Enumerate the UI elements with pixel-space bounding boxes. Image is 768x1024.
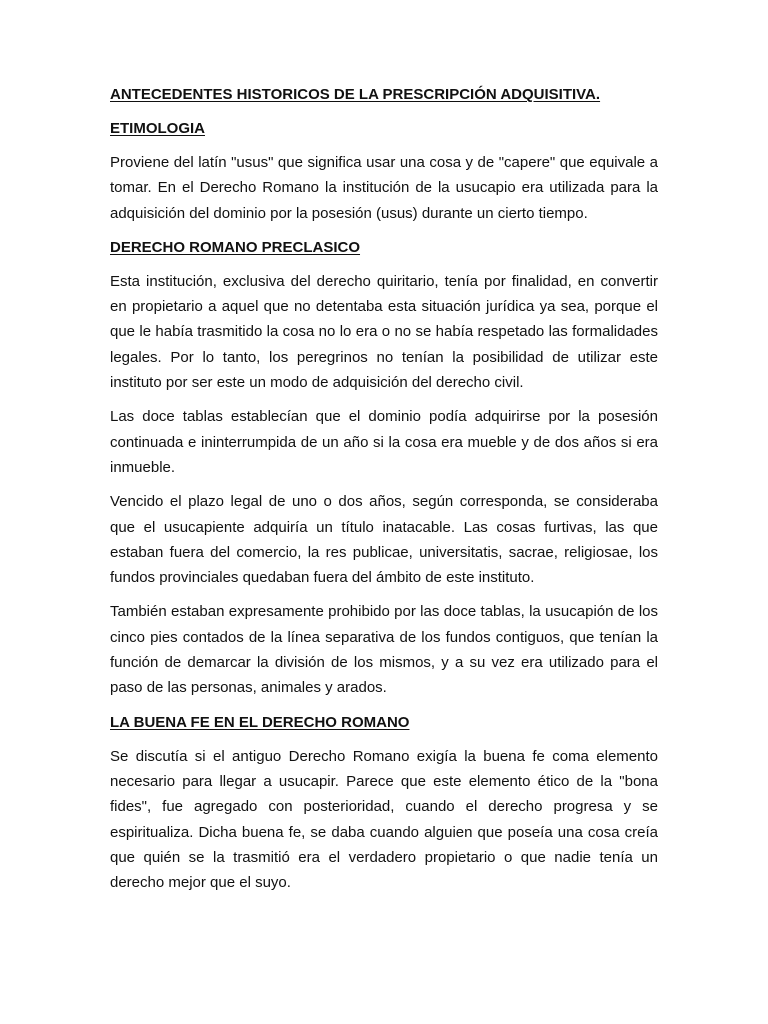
- section-heading-buena-fe: LA BUENA FE EN EL DERECHO ROMANO: [110, 713, 410, 731]
- section-heading-derecho-romano-preclasico: DERECHO ROMANO PRECLASICO: [110, 238, 361, 256]
- paragraph: Proviene del latín "usus" que significa usar una cosa y de "capere" que equivale a tomar. En el Derecho Romano la institución de la usucapio era utilizada para la adquisición del dominio por la posesión (usus) durante un cierto tiempo.: [110, 154, 658, 222]
- document-title: ANTECEDENTES HISTORICOS DE LA PRESCRIPCIÓN ADQUISITIVA.: [110, 86, 601, 103]
- paragraph: Se discutía si el antiguo Derecho Romano exigía la buena fe coma elemento necesario para llegar a usucapir. Parece que este elemento ético de la "bona fides", fue agregado con posterioridad, cuando el derecho progresa y se espiritualiza. Dicha buena fe, se daba cuando alguien que poseía una cosa creía que quién se la trasmitió era el verdadero propietario o que nadie tenía un derecho mejor que el suyo.: [110, 747, 658, 892]
- document-body: [110, 82, 658, 904]
- paragraph: Esta institución, exclusiva del derecho quiritario, tenía por finalidad, en convertir en propietario a aquel que no detentaba esta situación jurídica ya sea, porque el que le había trasmitido la cosa no lo era o no se había respetado las formalidades legales. Por lo tanto, los peregrinos no tenían la posibilidad de utilizar este instituto por ser este un modo de adquisición del derecho civil.: [110, 272, 658, 392]
- section-heading-etimologia: ETIMOLOGIA: [110, 120, 205, 137]
- paragraph: También estaban expresamente prohibido por las doce tablas, la usucapión de los cinco pies contados de la línea separativa de los fundos contiguos, que tenían la función de demarcar la división de los mismos, y a su vez era utilizado para el paso de las personas, animales y arados.: [110, 603, 658, 697]
- paragraph: Las doce tablas establecían que el dominio podía adquirirse por la posesión continuada e ininterrumpida de un año si la cosa era mueble y de dos años si era inmueble.: [110, 408, 658, 476]
- paragraph: Vencido el plazo legal de uno o dos años, según corresponda, se consideraba que el usucapiente adquiría un título inatacable. Las cosas furtivas, las que estaban fuera del comercio, la res publicae, universitatis, sacrae, religiosae, los fundos provinciales quedaban fuera del ámbito de este instituto.: [110, 493, 658, 587]
